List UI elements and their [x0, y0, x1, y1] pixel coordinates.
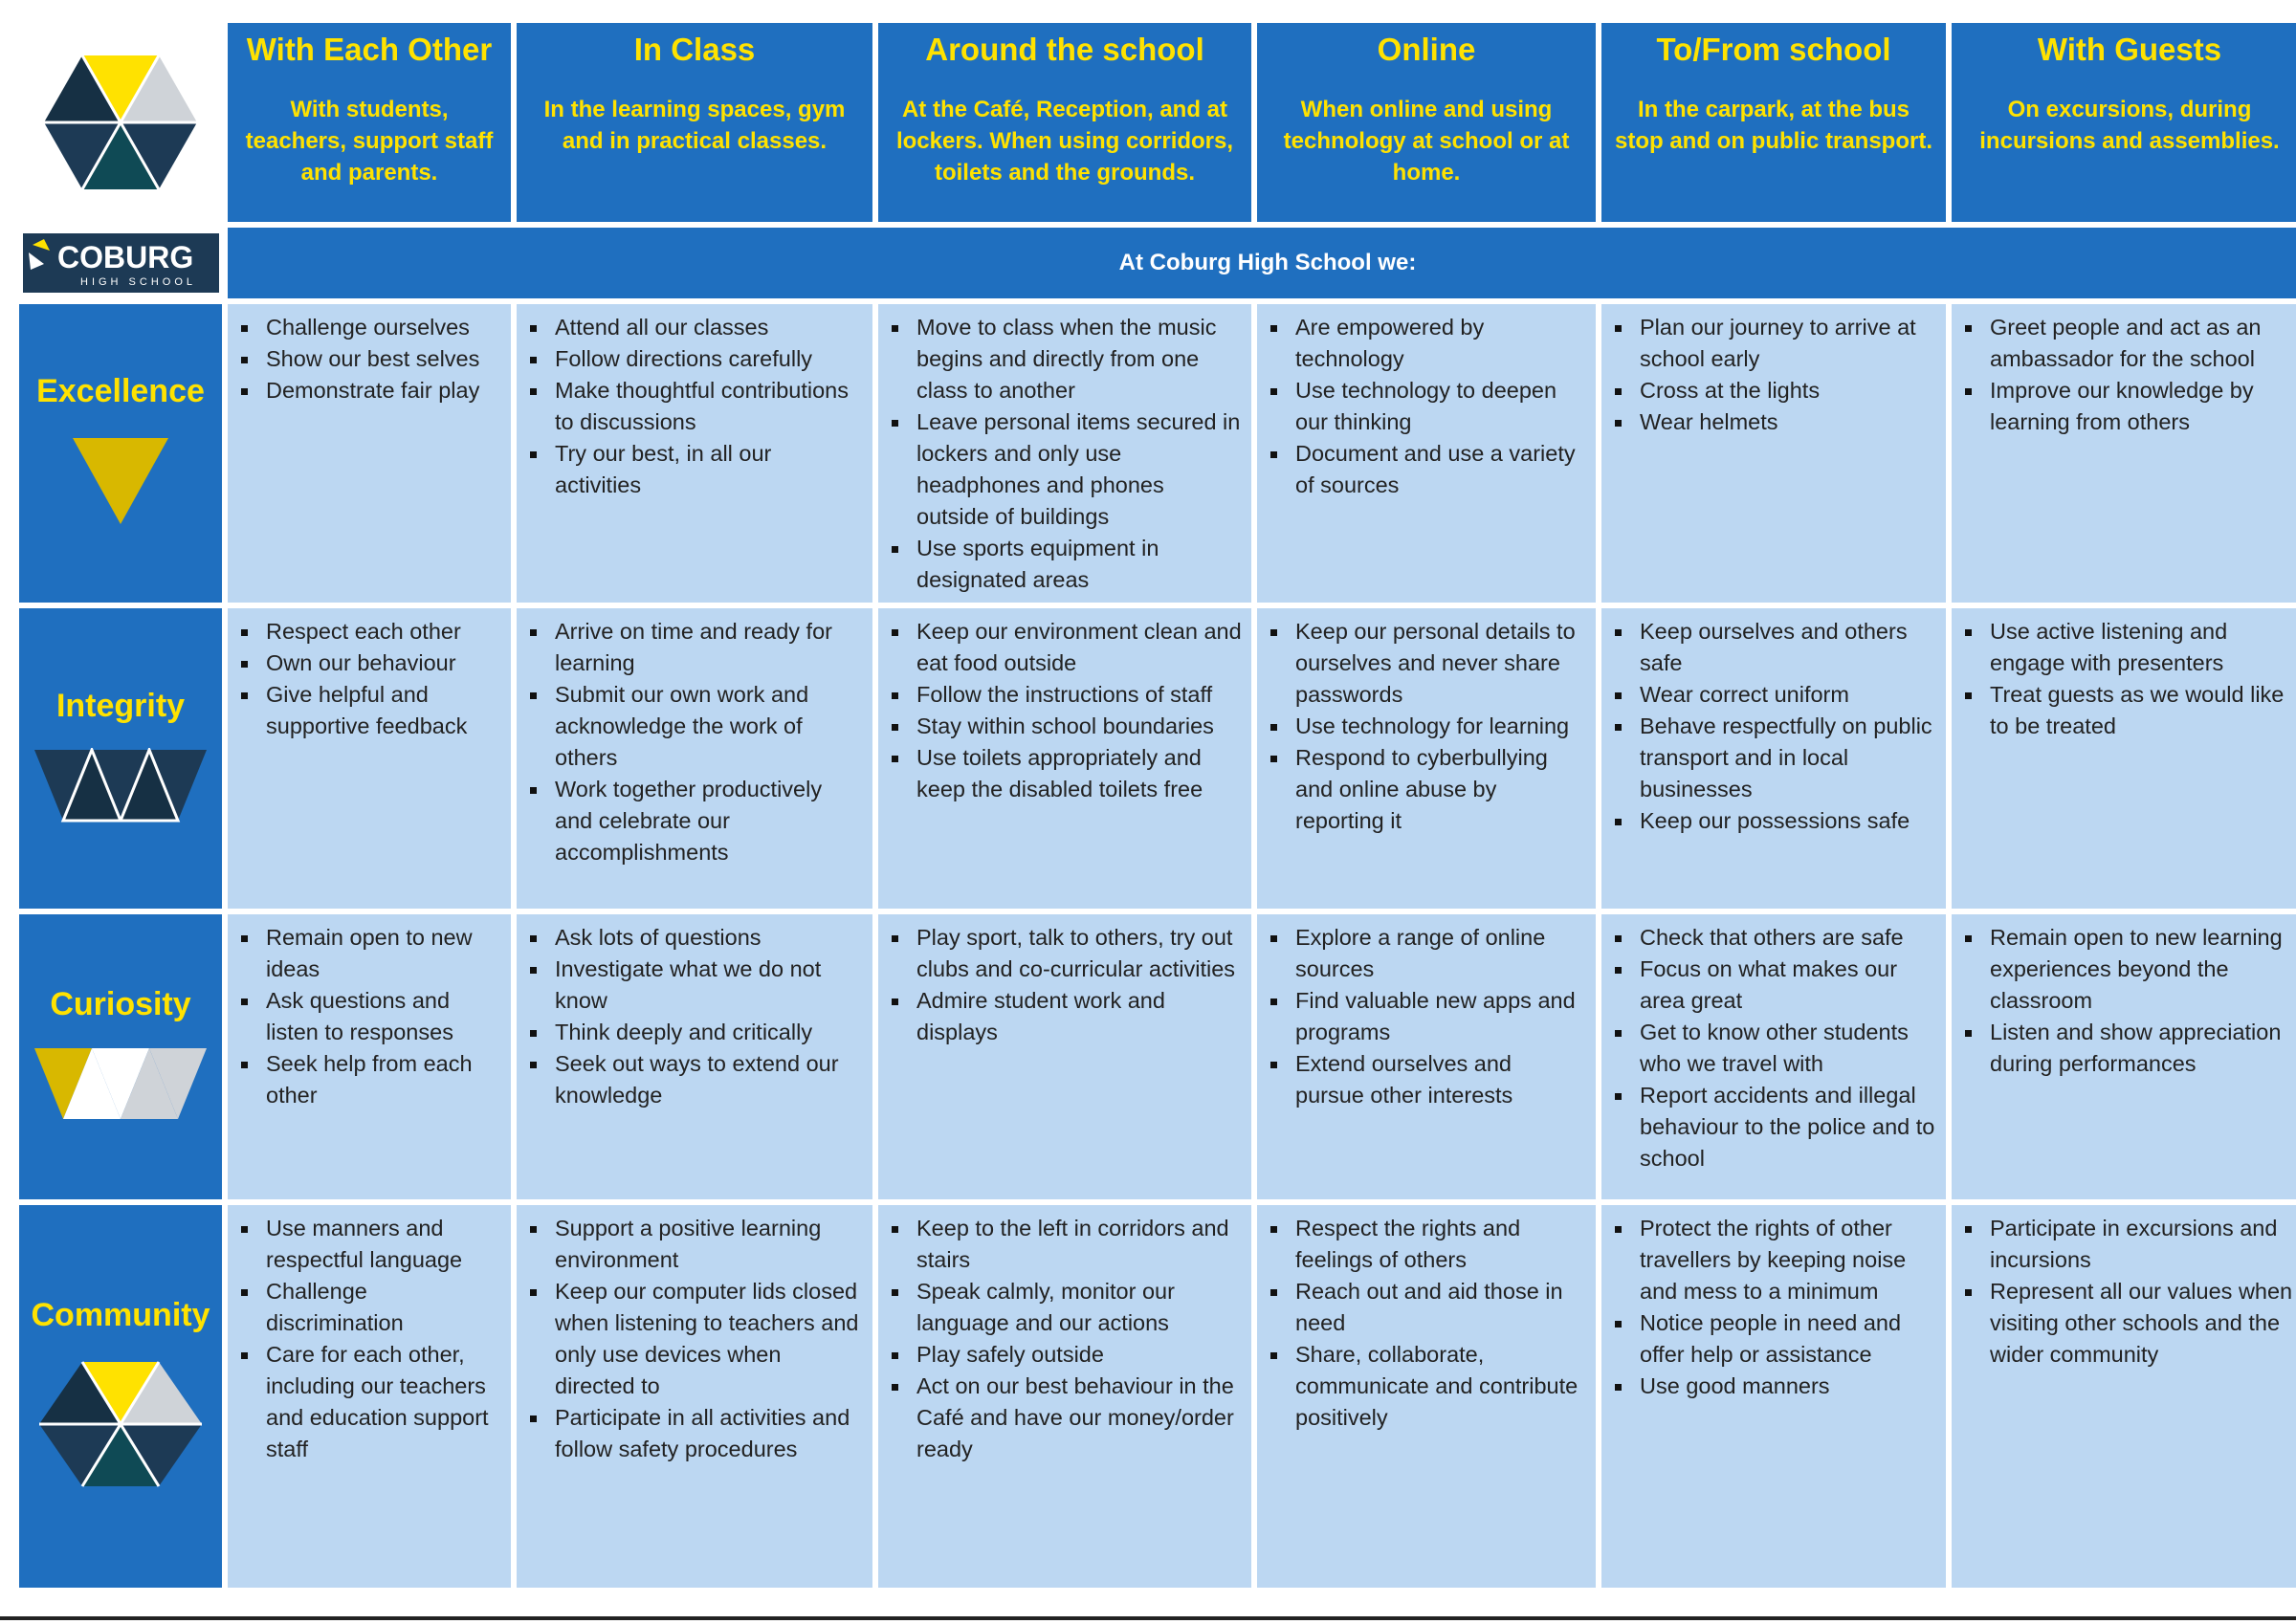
behaviour-cell	[228, 914, 511, 1199]
column-title: With Each Other	[246, 32, 493, 67]
behaviour-list	[526, 922, 863, 1111]
value-name: Curiosity	[50, 986, 191, 1022]
behaviour-item: Give helpful and supportive feedback	[266, 679, 501, 742]
behaviour-item: Keep our computer lids closed when listening to teachers and only use devices when directed to	[555, 1276, 863, 1402]
behaviour-item: Keep our possessions safe	[1640, 805, 1936, 837]
behaviour-cell	[1257, 304, 1596, 603]
behaviour-item: Extend ourselves and pursue other interests	[1295, 1048, 1586, 1111]
behaviour-cell	[1257, 1205, 1596, 1588]
behaviour-item: Submit our own work and acknowledge the work of others	[555, 679, 863, 774]
behaviour-cell	[1257, 914, 1596, 1199]
behaviour-cell	[228, 608, 511, 909]
behaviour-list	[1267, 312, 1586, 501]
behaviour-item: Make thoughtful contributions to discussions	[555, 375, 863, 438]
yellow-triangle-icon	[63, 433, 178, 534]
behaviour-item: Demonstrate fair play	[266, 375, 501, 406]
behaviour-item: Think deeply and critically	[555, 1017, 863, 1048]
column-subtitle: At the Café, Reception, and at lockers. When using corridors, toilets and the grounds.	[895, 97, 1234, 186]
behaviour-item: Reach out and aid those in need	[1295, 1276, 1586, 1339]
behaviour-item: Represent all our values when visiting other schools and the wider community	[1990, 1276, 2296, 1371]
value-cell	[19, 1205, 222, 1588]
behaviour-item: Treat guests as we would like to be treated	[1990, 679, 2296, 742]
behaviour-item: Speak calmly, monitor our language and our actions	[916, 1276, 1242, 1339]
behaviour-list	[1961, 922, 2296, 1080]
values-matrix	[19, 23, 2293, 1590]
behaviour-item: Stay within school boundaries	[916, 711, 1242, 742]
behaviour-item: Use sports equipment in designated areas	[916, 533, 1242, 596]
behaviour-cell	[1601, 304, 1946, 603]
behaviour-cell	[517, 304, 872, 603]
behaviour-list	[1611, 922, 1936, 1174]
behaviour-item: Keep to the left in corridors and stairs	[916, 1213, 1242, 1276]
column-subtitle: On excursions, during incursions and assemblies.	[1979, 97, 2280, 154]
column-subtitle: When online and using technology at school or at home.	[1283, 97, 1570, 186]
coburg-wordmark-icon	[23, 233, 219, 293]
value-cell	[19, 304, 222, 603]
behaviour-cell	[1952, 608, 2296, 909]
behaviour-item: Challenge discrimination	[266, 1276, 501, 1339]
behaviour-item: Move to class when the music begins and directly from one class to another	[916, 312, 1242, 406]
behaviour-item: Greet people and act as an ambassador for the school	[1990, 312, 2296, 375]
behaviour-item: Admire student work and displays	[916, 985, 1242, 1048]
behaviour-item: Plan our journey to arrive at school early	[1640, 312, 1936, 375]
brand-logo	[19, 228, 222, 298]
behaviour-cell	[228, 1205, 511, 1588]
behaviour-list	[237, 616, 501, 742]
behaviour-item: Notice people in need and offer help or assistance	[1640, 1307, 1936, 1371]
behaviour-item: Use manners and respectful language	[266, 1213, 501, 1276]
behaviour-item: Check that others are safe	[1640, 922, 1936, 954]
behaviour-item: Leave personal items secured in lockers and only use headphones and phones outside of buildings	[916, 406, 1242, 533]
behaviour-list	[526, 312, 863, 501]
behaviour-item: Focus on what makes our area great	[1640, 954, 1936, 1017]
column-subtitle: With students, teachers, support staff and parents.	[245, 97, 494, 186]
value-name: Community	[31, 1297, 210, 1333]
behaviour-list	[1611, 616, 1936, 837]
gold-white-triangles-icon	[34, 1046, 207, 1128]
behaviour-item: Remain open to new learning experiences beyond the classroom	[1990, 922, 2296, 1017]
behaviour-item: Show our best selves	[266, 343, 501, 375]
behaviour-list	[1961, 1213, 2296, 1371]
behaviour-cell	[878, 914, 1251, 1199]
behaviour-item: Respond to cyberbullying and online abuse by reporting it	[1295, 742, 1586, 837]
behaviour-item: Participate in all activities and follow safety procedures	[555, 1402, 863, 1465]
behaviour-item: Use technology to deepen our thinking	[1295, 375, 1586, 438]
behaviour-item: Keep our personal details to ourselves and never share passwords	[1295, 616, 1586, 711]
behaviour-item: Use technology for learning	[1295, 711, 1586, 742]
column-header	[517, 23, 872, 222]
behaviour-cell	[1257, 608, 1596, 909]
behaviour-list	[526, 1213, 863, 1465]
banner: At Coburg High School we:	[228, 228, 2296, 298]
behaviour-cell	[878, 1205, 1251, 1588]
behaviour-list	[1961, 616, 2296, 742]
column-header	[878, 23, 1251, 222]
behaviour-item: Ask questions and listen to responses	[266, 985, 501, 1048]
behaviour-cell	[517, 1205, 872, 1588]
behaviour-cell	[1601, 608, 1946, 909]
behaviour-list	[888, 616, 1242, 805]
behaviour-cell	[517, 608, 872, 909]
footer-rule	[0, 1616, 2296, 1620]
behaviour-item: Share, collaborate, communicate and contribute positively	[1295, 1339, 1586, 1434]
behaviour-item: Are empowered by technology	[1295, 312, 1586, 375]
behaviour-item: Keep ourselves and others safe	[1640, 616, 1936, 679]
behaviour-list	[888, 1213, 1242, 1465]
column-header	[1601, 23, 1946, 222]
behaviour-item: Report accidents and illegal behaviour to the police and to school	[1640, 1080, 1936, 1174]
column-header	[228, 23, 511, 222]
behaviour-list	[237, 312, 501, 406]
behaviour-item: Cross at the lights	[1640, 375, 1936, 406]
value-name: Excellence	[36, 373, 205, 409]
behaviour-list	[1611, 1213, 1936, 1402]
behaviour-item: Improve our knowledge by learning from others	[1990, 375, 2296, 438]
behaviour-item: Protect the rights of other travellers by keeping noise and mess to a minimum	[1640, 1213, 1936, 1307]
column-header	[1257, 23, 1596, 222]
behaviour-item: Wear helmets	[1640, 406, 1936, 438]
behaviour-item: Follow directions carefully	[555, 343, 863, 375]
behaviour-item: Work together productively and celebrate our accomplishments	[555, 774, 863, 868]
behaviour-cell	[517, 914, 872, 1199]
behaviour-cell	[878, 304, 1251, 603]
behaviour-list	[1267, 616, 1586, 837]
behaviour-item: Use toilets appropriately and keep the disabled toilets free	[916, 742, 1242, 805]
behaviour-item: Investigate what we do not know	[555, 954, 863, 1017]
column-title: Around the school	[925, 32, 1204, 67]
behaviour-item: Explore a range of online sources	[1295, 922, 1586, 985]
behaviour-item: Arrive on time and ready for learning	[555, 616, 863, 679]
behaviour-list	[1267, 922, 1586, 1111]
column-title: Online	[1377, 32, 1476, 67]
behaviour-item: Play safely outside	[916, 1339, 1242, 1371]
column-subtitle: In the carpark, at the bus stop and on public transport.	[1615, 97, 1932, 154]
hexagon-logo-icon	[39, 46, 202, 199]
hexagon-icon	[34, 1357, 207, 1496]
behaviour-cell	[878, 608, 1251, 909]
value-cell	[19, 914, 222, 1199]
behaviour-item: Support a positive learning environment	[555, 1213, 863, 1276]
column-title: With Guests	[2037, 32, 2222, 67]
behaviour-item: Listen and show appreciation during performances	[1990, 1017, 2296, 1080]
behaviour-cell	[1601, 1205, 1946, 1588]
behaviour-cell	[1952, 914, 2296, 1199]
behaviour-list	[1961, 312, 2296, 438]
behaviour-item: Use active listening and engage with presenters	[1990, 616, 2296, 679]
behaviour-cell	[228, 304, 511, 603]
behaviour-list	[1611, 312, 1936, 438]
behaviour-item: Care for each other, including our teachers and education support staff	[266, 1339, 501, 1465]
behaviour-item: Seek out ways to extend our knowledge	[555, 1048, 863, 1111]
behaviour-cell	[1601, 914, 1946, 1199]
behaviour-item: Attend all our classes	[555, 312, 863, 343]
behaviour-list	[1267, 1213, 1586, 1434]
behaviour-item: Wear correct uniform	[1640, 679, 1936, 711]
behaviour-item: Try our best, in all our activities	[555, 438, 863, 501]
behaviour-item: Play sport, talk to others, try out clubs and co-curricular activities	[916, 922, 1242, 985]
column-header	[1952, 23, 2296, 222]
school-logo	[19, 23, 222, 222]
behaviour-item: Get to know other students who we travel with	[1640, 1017, 1936, 1080]
behaviour-item: Act on our best behaviour in the Café and have our money/order ready	[916, 1371, 1242, 1465]
behaviour-item: Seek help from each other	[266, 1048, 501, 1111]
behaviour-item: Use good manners	[1640, 1371, 1936, 1402]
behaviour-list	[888, 312, 1242, 596]
behaviour-list	[526, 616, 863, 868]
behaviour-item: Keep our environment clean and eat food outside	[916, 616, 1242, 679]
behaviour-list	[888, 922, 1242, 1048]
column-title: In Class	[633, 32, 756, 67]
behaviour-item: Challenge ourselves	[266, 312, 501, 343]
behaviour-list	[237, 1213, 501, 1465]
column-title: To/From school	[1656, 32, 1891, 67]
behaviour-item: Respect each other	[266, 616, 501, 647]
brand-name: COBURG	[56, 240, 193, 274]
behaviour-item: Ask lots of questions	[555, 922, 863, 954]
column-subtitle: In the learning spaces, gym and in practical classes.	[543, 97, 846, 154]
behaviour-item: Document and use a variety of sources	[1295, 438, 1586, 501]
brand-sub: HIGH SCHOOL	[79, 276, 196, 288]
behaviour-item: Behave respectfully on public transport and in local businesses	[1640, 711, 1936, 805]
behaviour-item: Follow the instructions of staff	[916, 679, 1242, 711]
behaviour-cell	[1952, 304, 2296, 603]
value-name: Integrity	[55, 688, 186, 724]
behaviour-item: Own our behaviour	[266, 647, 501, 679]
behaviour-cell	[1952, 1205, 2296, 1588]
behaviour-list	[237, 922, 501, 1111]
behaviour-item: Remain open to new ideas	[266, 922, 501, 985]
navy-triangles-icon	[34, 748, 207, 829]
behaviour-item: Respect the rights and feelings of others	[1295, 1213, 1586, 1276]
value-cell	[19, 608, 222, 909]
behaviour-item: Find valuable new apps and programs	[1295, 985, 1586, 1048]
behaviour-item: Participate in excursions and incursions	[1990, 1213, 2296, 1276]
